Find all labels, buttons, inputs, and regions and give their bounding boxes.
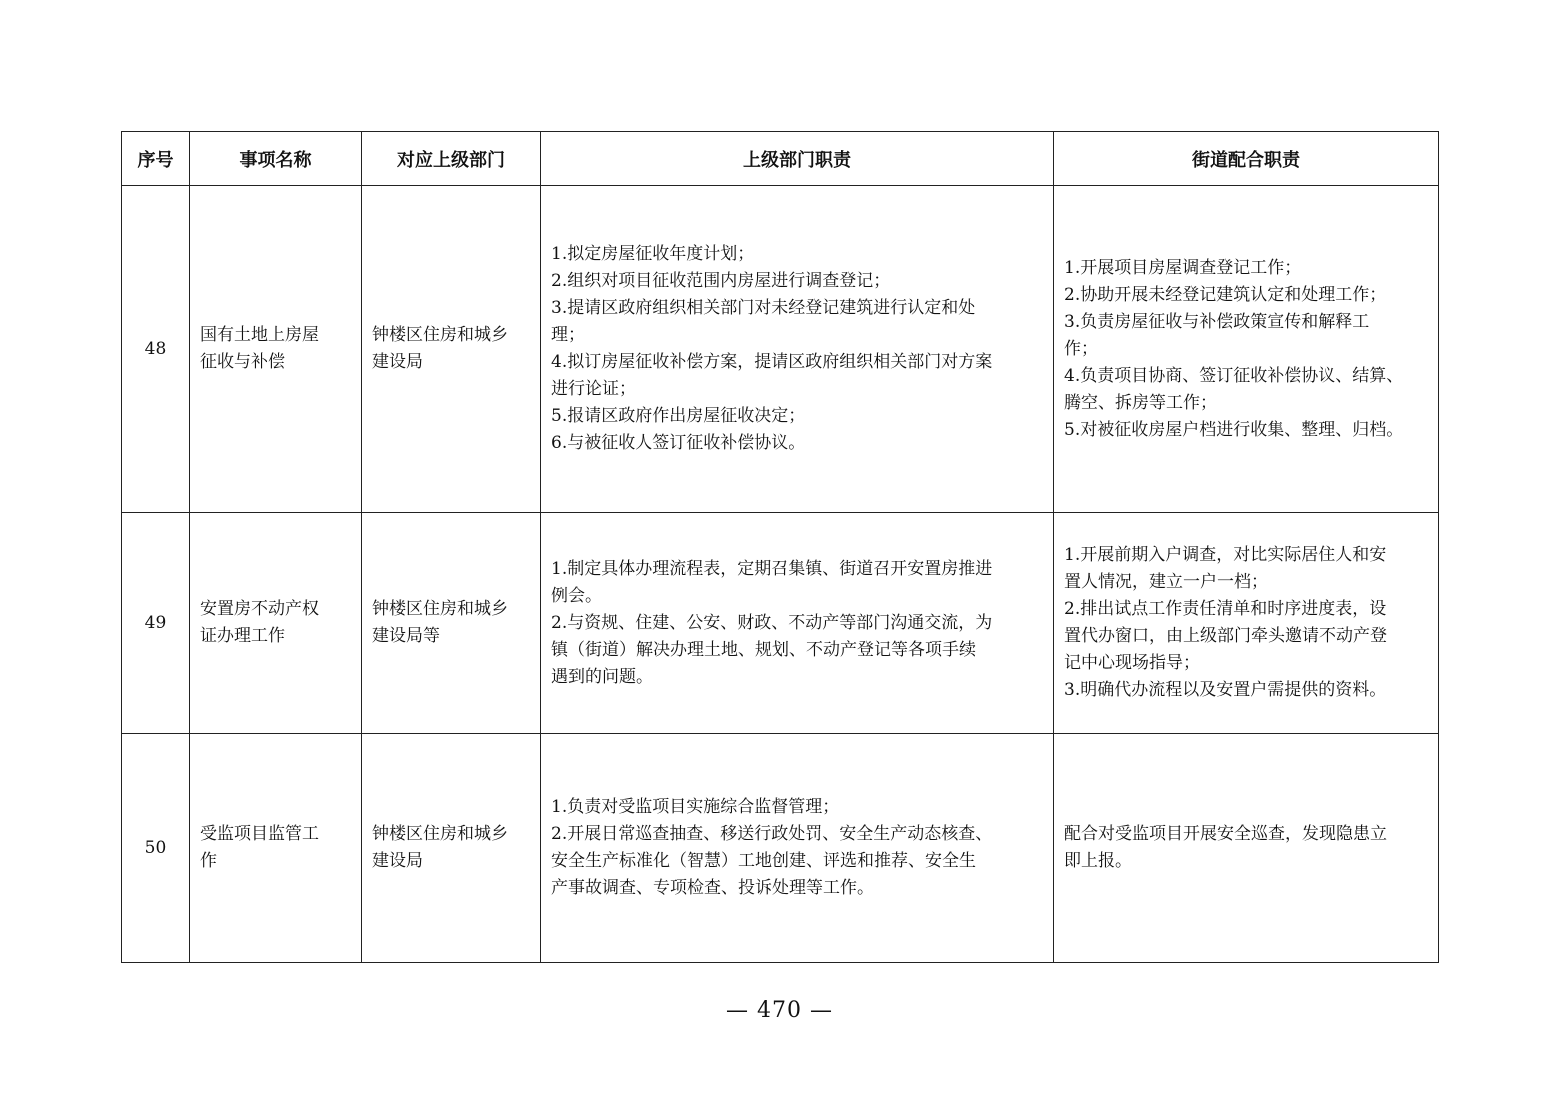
- street-duty-line: 记中心现场指导；: [1064, 653, 1200, 673]
- header-street-duty: 街道配合职责: [1054, 132, 1439, 186]
- row-seq: 49: [122, 513, 190, 734]
- row-street-duty: [1054, 186, 1439, 513]
- duty-line: 1.拟定房屋征收年度计划；: [551, 244, 755, 264]
- department-line: 建设局等: [372, 626, 440, 646]
- row-department: [362, 513, 541, 734]
- duty-line: 进行论证；: [551, 379, 636, 399]
- item-line: 作: [200, 851, 217, 871]
- table-header-row: [122, 132, 1439, 186]
- page-number: — 470 —: [726, 998, 833, 1023]
- item-line: 国有土地上房屋: [200, 325, 319, 345]
- row-item-name: [190, 186, 362, 513]
- row-department-duty: [541, 734, 1054, 963]
- street-duty-line: 5.对被征收房屋户档进行收集、整理、归档。: [1064, 419, 1404, 440]
- street-duty-line: 腾空、拆房等工作；: [1064, 392, 1217, 413]
- duty-line: 安全生产标准化（智慧）工地创建、评选和推荐、安全生: [551, 851, 976, 871]
- street-duty-line: 作；: [1064, 338, 1098, 359]
- duty-line: 例会。: [551, 585, 602, 606]
- row-item-name: [190, 513, 362, 734]
- table-row: [122, 513, 1439, 734]
- street-duty-line: 配合对受监项目开展安全巡查，发现隐患立: [1064, 824, 1387, 844]
- duty-line: 3.提请区政府组织相关部门对未经登记建筑进行认定和处: [551, 298, 976, 318]
- header-item-name: 事项名称: [190, 132, 362, 186]
- duty-table: [121, 131, 1439, 963]
- department-line: 钟楼区住房和城乡: [372, 824, 508, 844]
- street-duty-line: 1.开展前期入户调查，对比实际居住人和安: [1064, 545, 1387, 565]
- department-line: 建设局: [372, 851, 423, 871]
- table-row: [122, 186, 1439, 513]
- duty-line: 4.拟订房屋征收补偿方案，提请区政府组织相关部门对方案: [551, 352, 993, 372]
- street-duty-line: 2.协助开展未经登记建筑认定和处理工作；: [1064, 284, 1387, 305]
- header-department: 对应上级部门: [362, 132, 541, 186]
- duty-line: 6.与被征收人签订征收补偿协议。: [551, 433, 806, 453]
- row-department: [362, 734, 541, 963]
- duty-line: 2.开展日常巡查抽查、移送行政处罚、安全生产动态核查、: [551, 824, 993, 844]
- item-line: 征收与补偿: [200, 352, 285, 372]
- duty-line: 镇（街道）解决办理土地、规划、不动产登记等各项手续: [551, 639, 976, 660]
- item-line: 受监项目监管工: [200, 824, 319, 844]
- row-street-duty: [1054, 734, 1439, 963]
- department-line: 钟楼区住房和城乡: [372, 325, 508, 345]
- duty-line: 1.负责对受监项目实施综合监督管理；: [551, 797, 840, 817]
- duty-line: 5.报请区政府作出房屋征收决定；: [551, 406, 806, 426]
- table-row: [122, 734, 1439, 963]
- street-duty-line: 4.负责项目协商、签订征收补偿协议、结算、: [1064, 365, 1404, 386]
- department-line: 建设局: [372, 352, 423, 372]
- row-seq: 48: [122, 186, 190, 513]
- row-item-name: [190, 734, 362, 963]
- row-department-duty: [541, 186, 1054, 513]
- row-department-duty: [541, 513, 1054, 734]
- item-line: 证办理工作: [200, 626, 285, 646]
- duty-line: 2.组织对项目征收范围内房屋进行调查登记；: [551, 271, 891, 291]
- header-department-duty: 上级部门职责: [541, 132, 1054, 186]
- street-duty-line: 即上报。: [1064, 851, 1132, 871]
- duty-line: 遇到的问题。: [551, 666, 653, 687]
- street-duty-line: 1.开展项目房屋调查登记工作；: [1064, 257, 1302, 278]
- street-duty-line: 2.排出试点工作责任清单和时序进度表，设: [1064, 599, 1387, 619]
- item-line: 安置房不动产权: [200, 599, 319, 619]
- street-duty-line: 置人情况，建立一户一档；: [1064, 572, 1268, 592]
- street-duty-line: 3.明确代办流程以及安置户需提供的资料。: [1064, 680, 1387, 700]
- street-duty-line: 置代办窗口，由上级部门牵头邀请不动产登: [1064, 626, 1387, 646]
- header-seq: 序号: [122, 132, 190, 186]
- row-street-duty: [1054, 513, 1439, 734]
- duty-line: 产事故调查、专项检查、投诉处理等工作。: [551, 878, 874, 898]
- duty-line: 2.与资规、住建、公安、财政、不动产等部门沟通交流，为: [551, 612, 993, 633]
- department-line: 钟楼区住房和城乡: [372, 599, 508, 619]
- street-duty-line: 3.负责房屋征收与补偿政策宣传和解释工: [1064, 311, 1370, 332]
- duty-line: 理；: [551, 325, 585, 345]
- row-seq: 50: [122, 734, 190, 963]
- duty-line: 1.制定具体办理流程表，定期召集镇、街道召开安置房推进: [551, 558, 993, 579]
- row-department: [362, 186, 541, 513]
